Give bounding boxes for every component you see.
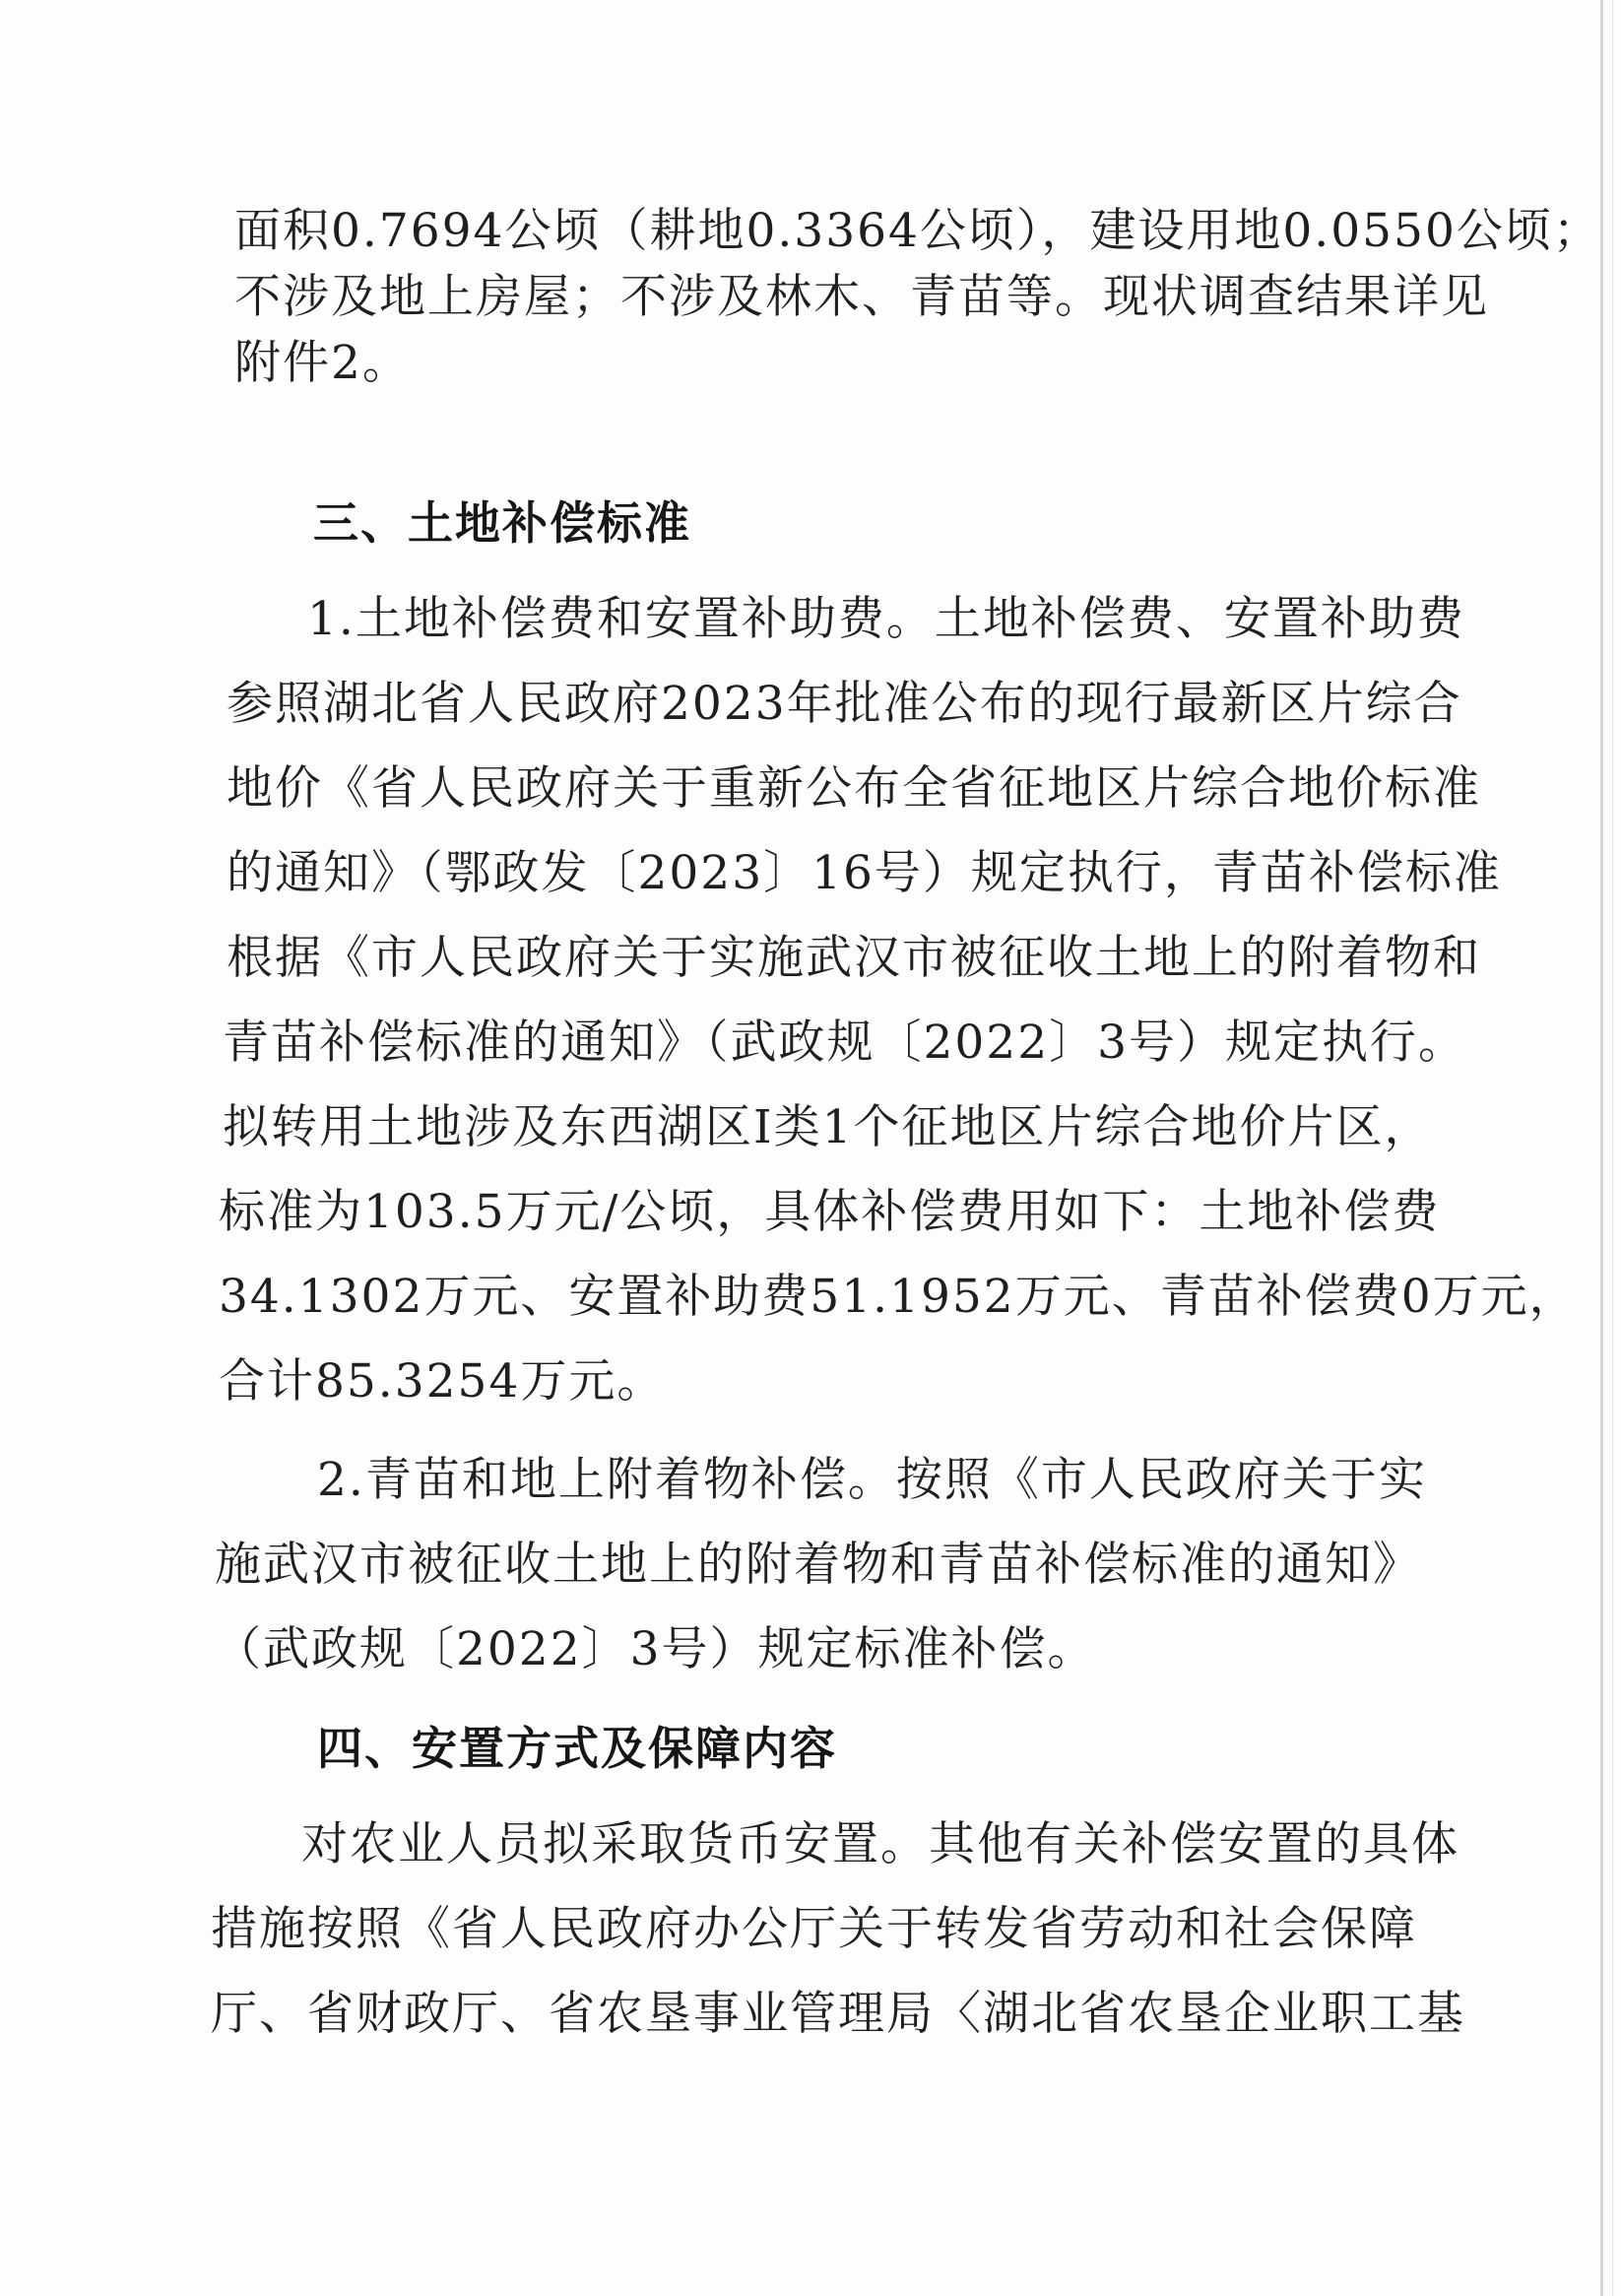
paragraph-line-8: 的通知》（鄂政发〔2023〕16号）规定执行，青苗补偿标准 xyxy=(227,846,1502,900)
paragraph-line-10: 青苗补偿标准的通知》（武政规〔2022〕3号）规定执行。 xyxy=(223,1016,1467,1070)
paragraph-line-12: 标准为103.5万元/公顷，具体补偿费用如下：土地补偿费 xyxy=(219,1185,1441,1239)
paragraph-line-17: （武政规〔2022〕3号）规定标准补偿。 xyxy=(215,1622,1096,1676)
paragraph-line-7: 地价《省人民政府关于重新公布全省征地区片综合地价标准 xyxy=(227,761,1481,816)
paragraph-line-3: 附件2。 xyxy=(234,336,411,390)
section-heading-4: 四、安置方式及保障内容 xyxy=(317,1722,837,1775)
section-heading-3: 三、土地补偿标准 xyxy=(313,496,691,550)
paragraph-line-16: 施武汉市被征收土地上的附着物和青苗补偿标准的通知》 xyxy=(215,1538,1421,1592)
paragraph-line-13: 34.1302万元、安置补助费51.1952万元、青苗补偿费0万元， xyxy=(219,1270,1578,1324)
scan-edge-shadow xyxy=(1600,0,1603,2296)
paragraph-line-20: 措施按照《省人民政府办公厅关于转发省劳动和社会保障 xyxy=(211,1902,1417,1956)
paragraph-line-15: 2.青苗和地上附着物补偿。按照《市人民政府关于实 xyxy=(317,1453,1427,1507)
paragraph-line-1: 面积0.7694公顷（耕地0.3364公顷），建设用地0.0550公顷； xyxy=(234,204,1601,258)
paragraph-line-14: 合计85.3254万元。 xyxy=(219,1354,666,1409)
paragraph-line-6: 参照湖北省人民政府2023年批准公布的现行最新区片综合 xyxy=(227,677,1462,731)
paragraph-line-2: 不涉及地上房屋；不涉及林木、青苗等。现状调查结果详见 xyxy=(234,270,1489,324)
paragraph-line-5: 1.土地补偿费和安置补助费。土地补偿费、安置补助费 xyxy=(307,592,1465,646)
paragraph-line-21: 厅、省财政厅、省农垦事业管理局〈湖北省农垦企业职工基 xyxy=(211,1987,1465,2041)
paragraph-line-11: 拟转用土地涉及东西湖区Ⅰ类1个征地区片综合地价片区， xyxy=(223,1100,1433,1154)
paragraph-line-19: 对农业人员拟采取货币安置。其他有关补偿安置的具体 xyxy=(301,1817,1459,1871)
paragraph-line-9: 根据《市人民政府关于实施武汉市被征收土地上的附着物和 xyxy=(227,931,1481,985)
scan-edge-line xyxy=(1612,0,1613,2296)
